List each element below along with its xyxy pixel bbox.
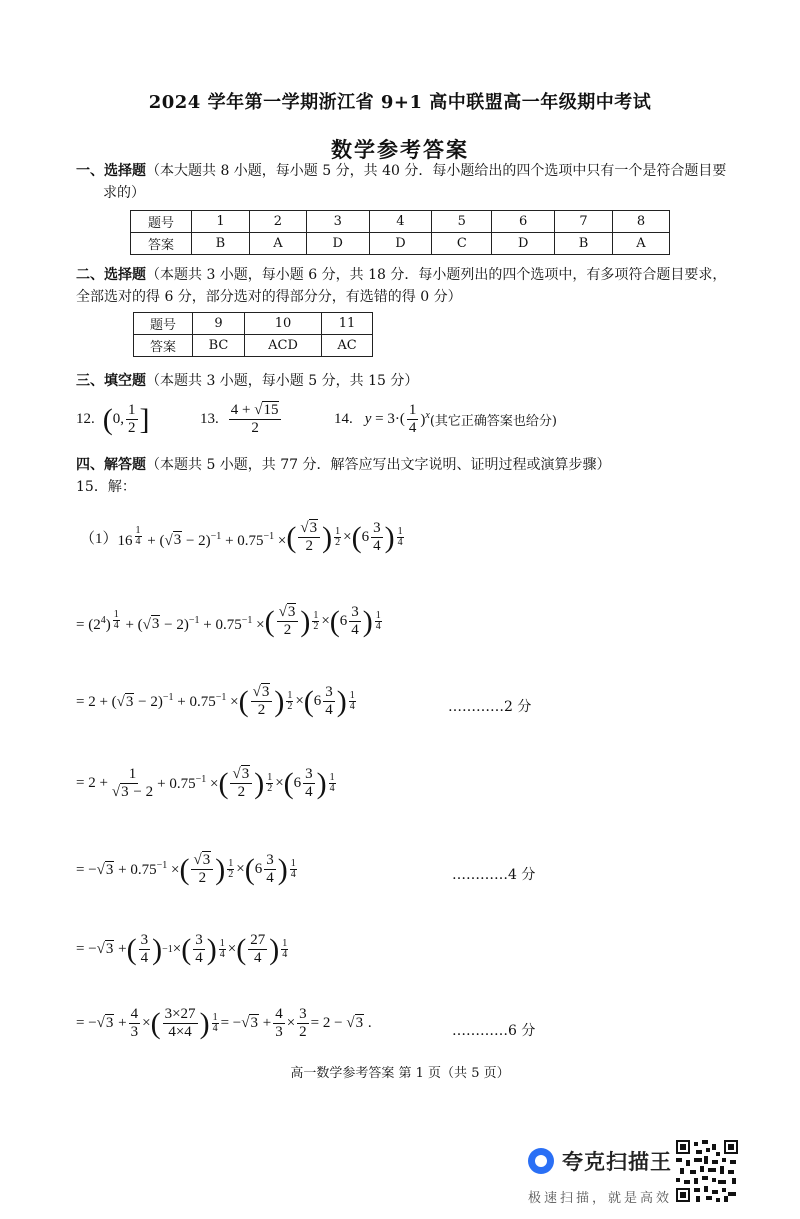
solution-step-7: = −√3 + $\frac{4}{3}$ × ( $\frac{3\times 27}{4\times 4}$ ) $\frac{1}{4}$ = −√3 + $\frac{4}{3}$ × $\frac{3}{2}$ = 2 − √3 . [76, 1006, 372, 1040]
table-row [131, 211, 670, 233]
section1-desc-1: （本大题共 8 小题，每小题 5 分，共 40 分．每小题给出的四个选项中只有一个是符合题目要 [146, 163, 727, 179]
solution-step-1: （1） 16 $^{\frac{1}{4}}$ + $(√3 - 2)^{-1} + 0.75^{-1}$ × ( $\frac{√3}{2}$ ) $\frac{1}{2}$ × ( 6 $\frac{3}{4}$ ) $\frac{1}{4}$ [80, 520, 403, 554]
table-row [131, 233, 670, 255]
q-answer: D [492, 233, 555, 255]
qr-code-icon [676, 1140, 738, 1202]
scanner-slogan: 极速扫描，就是高效 [528, 1191, 673, 1206]
section1-desc-2: 求的） [103, 185, 145, 201]
answer-key-subtitle: 数学参考答案 [331, 137, 469, 162]
answer-label: 答案 [134, 335, 193, 357]
q-number: 9 [193, 313, 245, 335]
section2-desc-2: 全部选对的得 6 分，部分选对的得部分分，有选错的得 0 分） [76, 289, 462, 305]
q-answer: D [306, 233, 369, 255]
q-number: 1 [192, 211, 250, 233]
q-number: 7 [555, 211, 613, 233]
section1-heading: 一、选择题 [76, 163, 146, 179]
q12-label: 12. [76, 411, 95, 427]
answer-12: 12. ( 0, $\frac{1}{2}$ ] [76, 402, 150, 436]
solution-step-3: = $2 + (√3 - 2)^{-1} + 0.75^{-1}$ × ( $\frac{√3}{2}$ ) $\frac{1}{2}$ × ( 6 $\frac{3}{4}$ ) $\frac{1}{4}$ [76, 684, 355, 718]
score-4: …………4 分 [452, 867, 536, 883]
section4-desc: （本题共 5 小题，共 77 分．解答应写出文字说明、证明过程或演算步骤） [146, 457, 611, 473]
q15-label: 15．解： [76, 479, 136, 495]
q13-label: 13. [200, 411, 219, 427]
exam-title: 2024 学年第一学期浙江省 9+1 高中联盟高一年级期中考试 [148, 92, 652, 113]
header-label: 题号 [131, 211, 192, 233]
q-answer: ACD [244, 335, 321, 357]
q-number: 5 [432, 211, 492, 233]
scanner-watermark [528, 1146, 672, 1176]
table-row [134, 335, 373, 357]
q-answer: A [249, 233, 306, 255]
q-answer: C [432, 233, 492, 255]
section3-intro [76, 370, 418, 392]
section4-intro [76, 454, 611, 476]
q-answer: D [369, 233, 432, 255]
solution-step-5: = $-√3 + 0.75^{-1}$ × ( $\frac{√3}{2}$ ) $\frac{1}{2}$ × ( 6 $\frac{3}{4}$ ) $\frac{1}{4}$ [76, 852, 296, 886]
part1-label: （1） [80, 531, 118, 547]
table-row [134, 313, 373, 335]
section4-heading: 四、解答题 [76, 457, 146, 473]
q-number: 2 [249, 211, 306, 233]
section3-heading: 三、填空题 [76, 373, 146, 389]
section2-intro [76, 264, 736, 308]
q14-note: (其它正确答案也给分) [429, 414, 557, 429]
solution-step-6: = −√3 + ( $\frac{3}{4}$ ) −1 × ( $\frac{3}{4}$ ) $\frac{1}{4}$ × ( $\frac{27}{4}$ ) $\frac{1}{4}$ [76, 932, 288, 966]
answer-13: 13. $\frac{4 + √15}{2}$ [200, 402, 283, 437]
header-label: 题号 [134, 313, 193, 335]
q-number: 8 [612, 211, 669, 233]
q-answer: BC [193, 335, 245, 357]
answer-label: 答案 [131, 233, 192, 255]
q-number: 4 [369, 211, 432, 233]
answer-14: 14. y = 3·( $\frac{1}{4}$ )$^x$ (其它正确答案也给分) [334, 402, 557, 436]
scanner-logo-icon [528, 1148, 554, 1174]
q-number: 10 [244, 313, 321, 335]
q-answer: B [192, 233, 250, 255]
solution-step-2: = $(2^4)$ $^{\frac{1}{4}}$ + $(√3 - 2)^{-1} + 0.75^{-1}$ × ( $\frac{√3}{2}$ ) $\frac{1}{2}$ × ( 6 $\frac{3}{4}$ ) $\frac{1}{4}$ [76, 604, 381, 638]
q-answer: AC [322, 335, 373, 357]
section3-desc: （本题共 3 小题，每小题 5 分，共 15 分） [146, 373, 419, 389]
section1-intro [76, 160, 736, 204]
q14-label: 14. [334, 411, 353, 427]
section2-answer-table [133, 312, 373, 357]
solution-step-4: = 2 + $\frac{1}{√3 - 2}$ + $0.75^{-1}$ × ( $\frac{√3}{2}$ ) $\frac{1}{2}$ × ( 6 $\frac{3}{4}$ ) $\frac{1}{4}$ [76, 766, 335, 800]
q-number: 3 [306, 211, 369, 233]
score-6: …………6 分 [452, 1023, 536, 1039]
page-footer: 高一数学参考答案 第 1 页（共 5 页） [290, 1066, 510, 1081]
section2-desc-1: （本题共 3 小题，每小题 6 分，共 18 分．每小题列出的四个选项中，有多项符合题目要求， [146, 267, 727, 283]
q-number: 11 [322, 313, 373, 335]
q-answer: B [555, 233, 613, 255]
scanner-brand: 夸克扫描王 [562, 1150, 672, 1174]
section1-answer-table [130, 210, 670, 255]
q-number: 6 [492, 211, 555, 233]
q-answer: A [612, 233, 669, 255]
score-2: …………2 分 [448, 699, 532, 715]
section2-heading: 二、选择题 [76, 267, 146, 283]
